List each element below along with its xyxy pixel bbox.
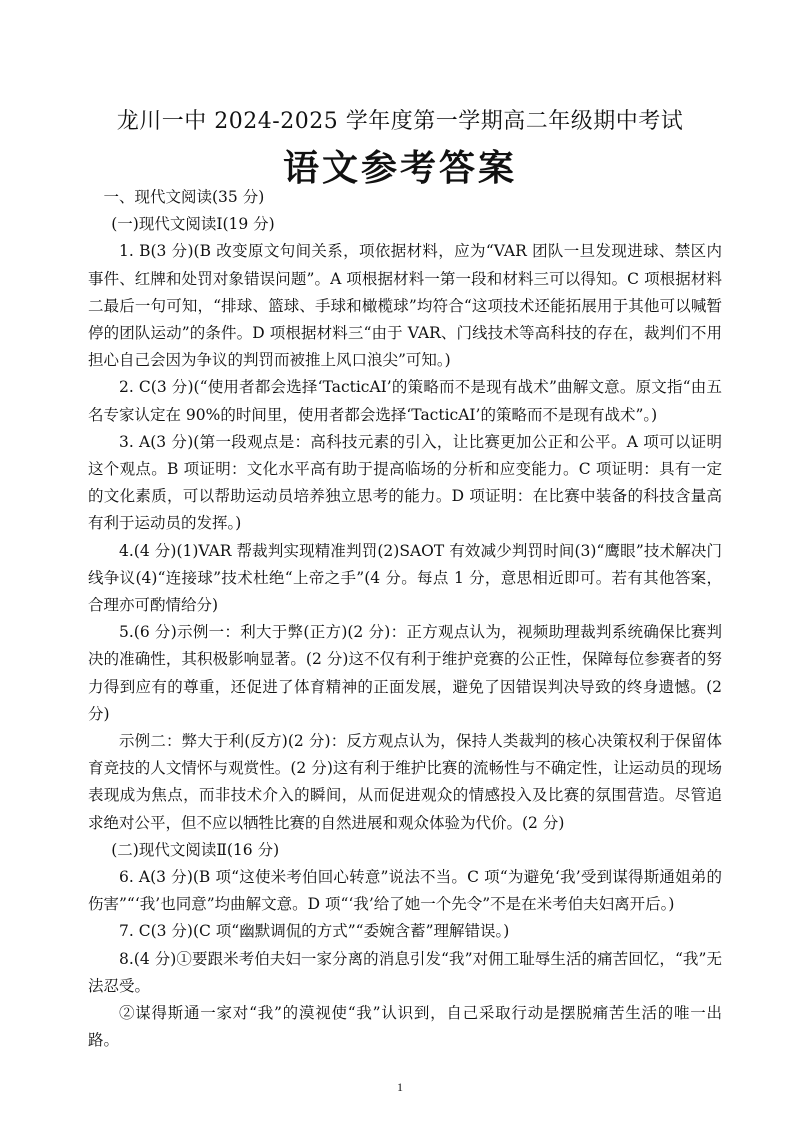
section-heading: 一、现代文阅读(35 分) — [103, 188, 265, 206]
answer-paragraph: 4.(4 分)(1)VAR 帮裁判实现精准判罚(2)SAOT 有效减少判罚时间(3)“鹰眼”技术解决门线争议(4)“连接球”技术杜绝“上帝之手”(4 分。每点 1 分，意思相近即可。若有其他答案，合理亦可酌情给分) — [88, 541, 722, 615]
answer-paragraph: 5.(6 分)示例一：利大于弊(正方)(2 分)：正方观点认为，视频助理裁判系统确保比赛判决的准确性，其积极影响显著。(2 分)这不仅有利于维护竞赛的公正性，保障每位参赛者的努力得到应有的尊重，还促进了体育精神的正面发展，避免了因错误判决导致的终身遗憾。(2 分) — [88, 623, 722, 723]
subsection-heading: (一)现代文阅读Ⅰ(19 分) — [111, 215, 275, 234]
exam-subtitle: 龙川一中 2024-2025 学年度第一学期高二年级期中考试 — [116, 109, 684, 134]
answer-paragraph: 2. C(3 分)(“使用者都会选择‘TacticAI’的策略而不是现有战术”曲解文意。原文指“由五名专家认定在 90%的时间里，使用者都会选择‘TacticAI’的策略而不是现有战术”。) — [88, 378, 722, 424]
answer-paragraph: 1. B(3 分)(B 改变原文句间关系，项依据材料，应为“VAR 团队一旦发现进球、禁区内事件、红牌和处罚对象错误问题”。A 项根据材料一第一段和材料三可以得知。C 项根据材料二最后一句可知，“排球、篮球、手球和橄榄球”均符合“这项技术还能拓展用于其他可以喊暂停的团队运动”的条件。D 项根据材料三“由于 VAR、门线技术等高科技的存在，裁判们不用担心自己会因为争议的判罚而被推上风口浪尖”可知。) — [88, 242, 722, 370]
answer-paragraph: 6. A(3 分)(B 项“这使米考伯回心转意”说法不当。C 项“为避免‘我’受到谋得斯通姐弟的伤害”“‘我’也同意”均曲解文意。D 项“‘我’给了她一个先令”不是在米考伯夫妇离开后。) — [88, 868, 722, 914]
document-title: 语文参考答案 — [282, 147, 517, 189]
answer-content — [88, 184, 722, 1055]
answer-paragraph: 8.(4 分)①要跟米考伯夫妇一家分离的消息引发“我”对佣工耻辱生活的痛苦回忆，“我”无法忍受。 — [88, 949, 722, 995]
answer-paragraph: 示例二：弊大于利(反方)(2 分)：反方观点认为，保持人类裁判的核心决策权利于保留体育竞技的人文情怀与观赏性。(2 分)这有利于维护比赛的流畅性与不确定性，让运动员的现场表现成为焦点，而非技术介入的瞬间，从而促进观众的情感投入及比赛的氛围营造。尽管追求绝对公平，但不应以牺牲比赛的自然进展和观众体验为代价。(2 分) — [88, 732, 722, 832]
answer-paragraph: ②谋得斯通一家对“我”的漠视使“我”认识到，自己采取行动是摆脱痛苦生活的唯一出路。 — [88, 1004, 722, 1050]
subsection-heading: (二)现代文阅读Ⅱ(16 分) — [111, 840, 280, 859]
answer-paragraph: 7. C(3 分)(C 项“幽默调侃的方式”“委婉含蓄”理解错误。) — [119, 922, 510, 941]
page-number: 1 — [397, 1080, 403, 1094]
answer-paragraph: 3. A(3 分)(第一段观点是：高科技元素的引入，让比赛更加公正和公平。A 项可以证明这个观点。B 项证明：文化水平高有助于提高临场的分析和应变能力。C 项证明：具有一定的文化素质，可以帮助运动员培养独立思考的能力。D 项证明：在比赛中装备的科技含量高有利于运动员的发挥。) — [88, 432, 722, 533]
